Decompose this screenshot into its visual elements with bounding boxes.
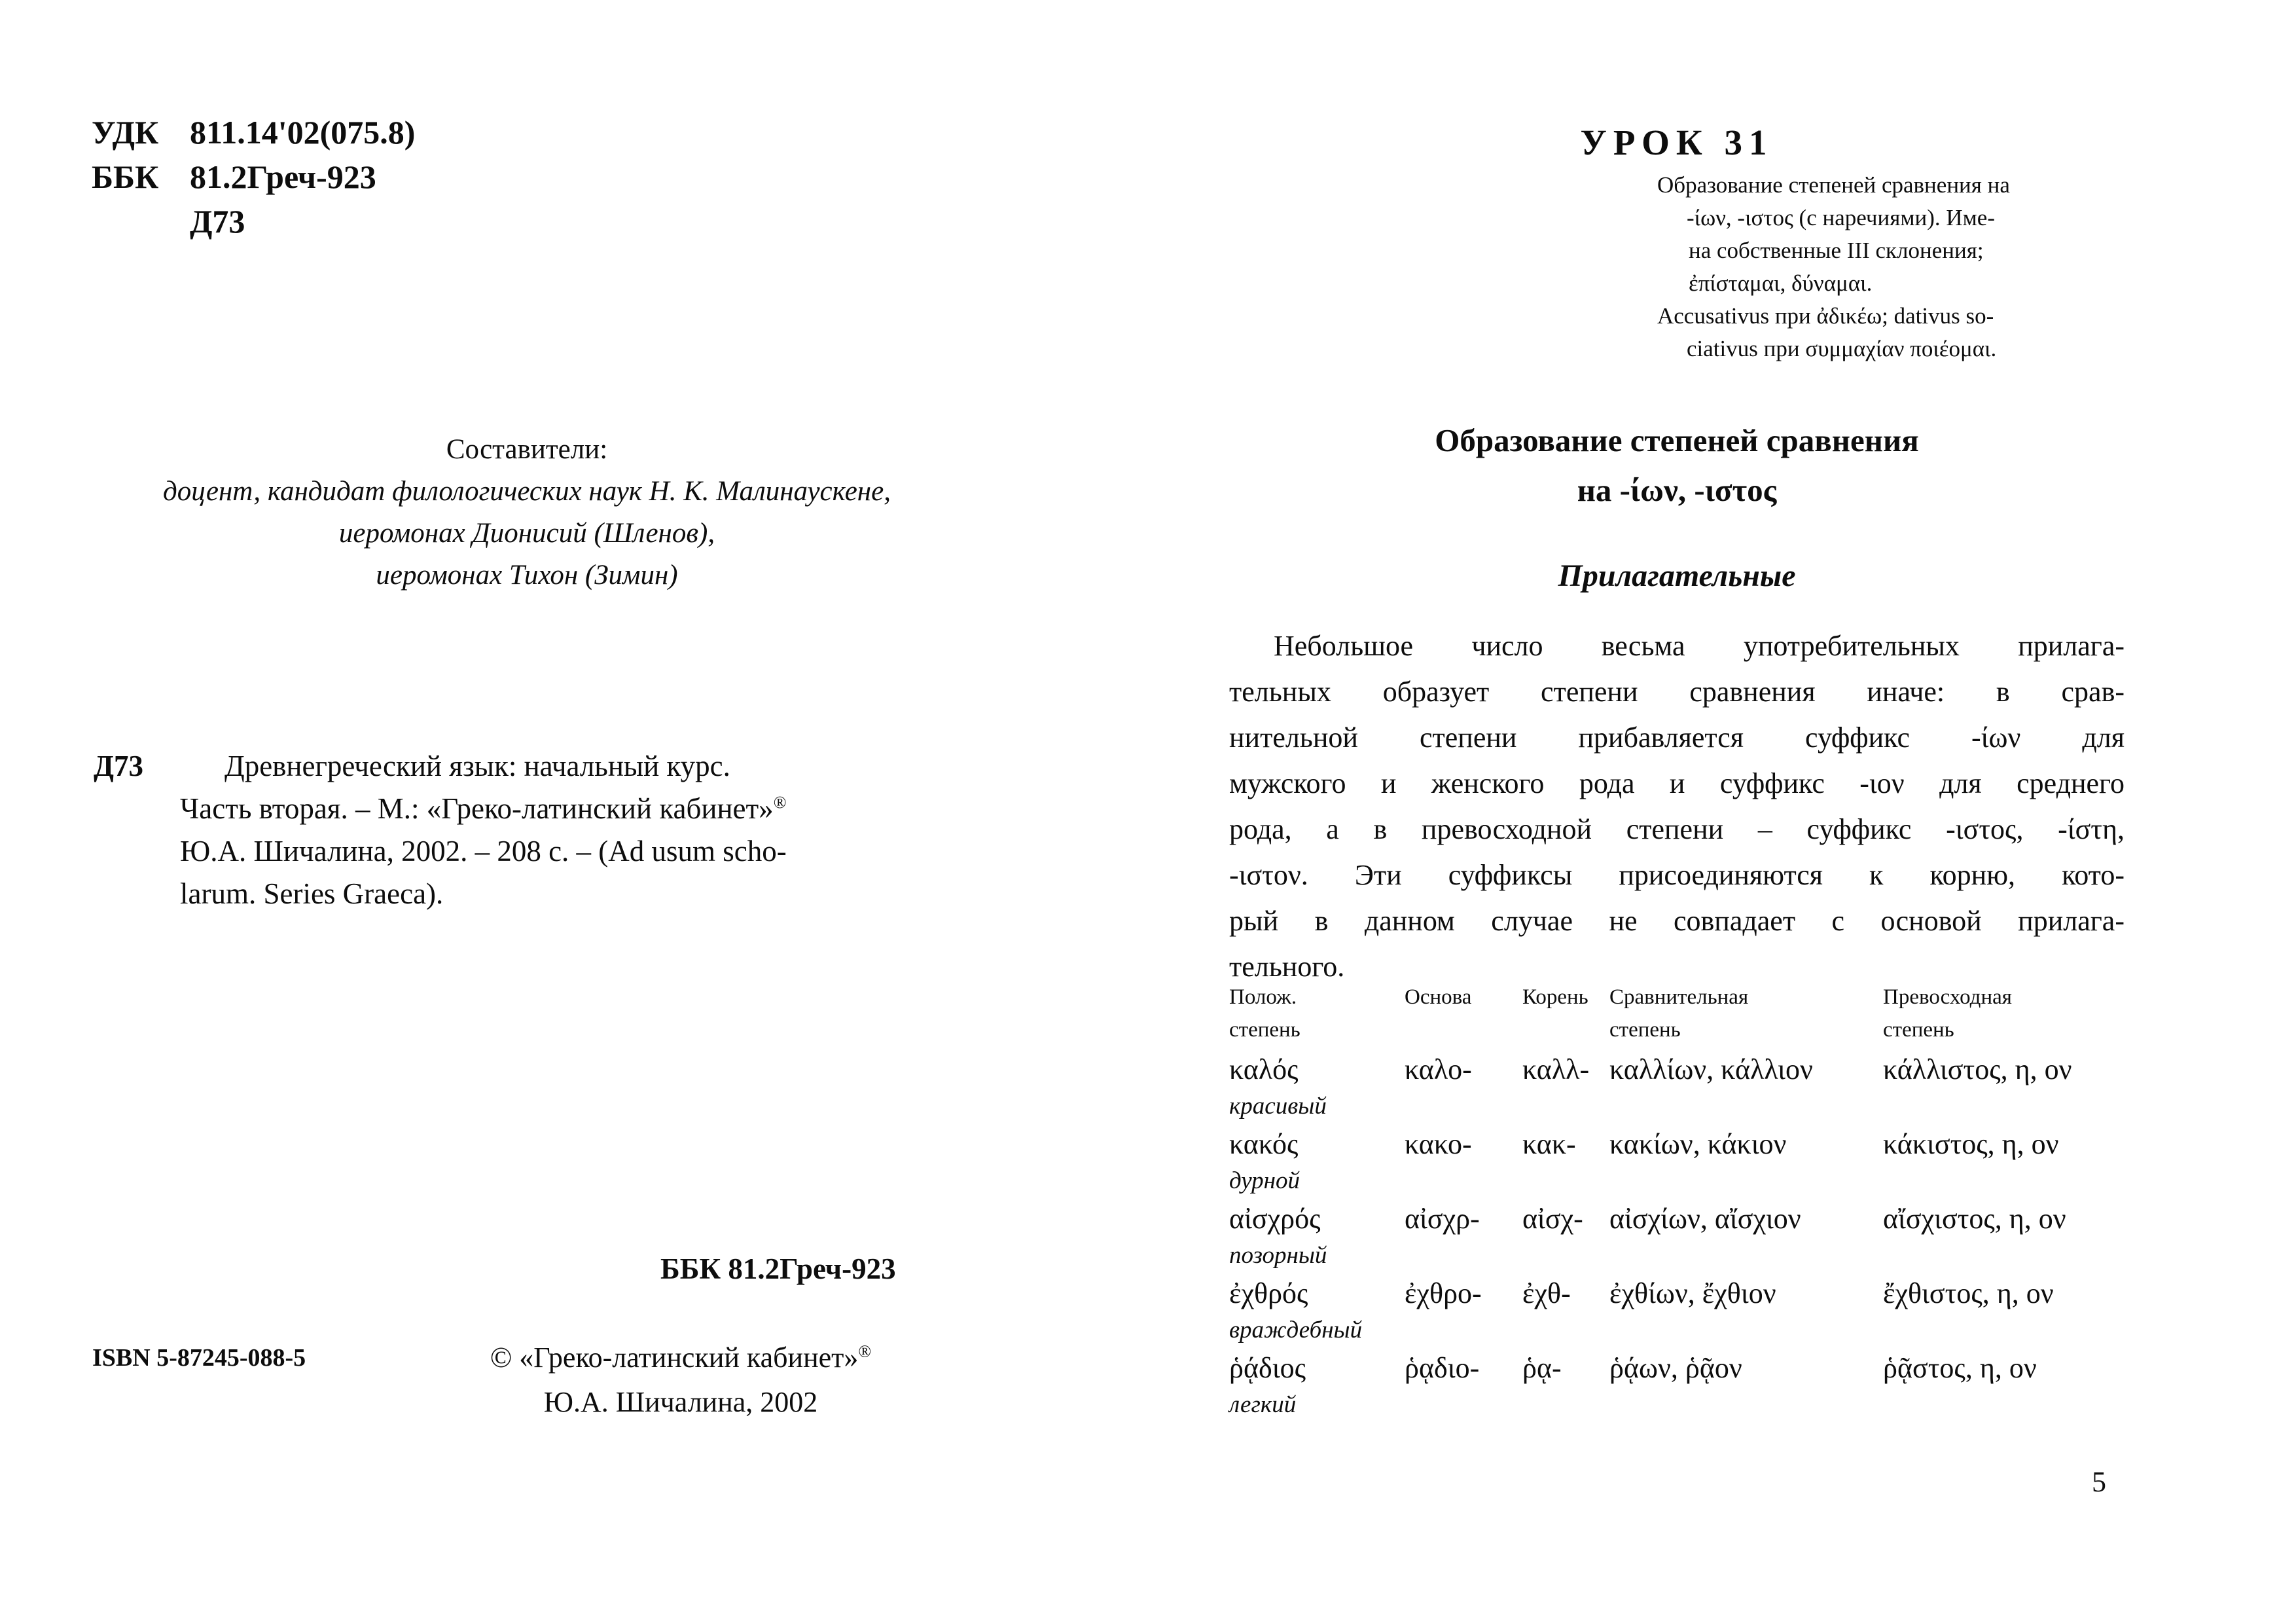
- root-cell: κακ-: [1522, 1128, 1576, 1160]
- positive-cell: ἐχθρός: [1229, 1277, 1308, 1309]
- registered-mark: ®: [773, 793, 787, 812]
- section-heading: [1229, 416, 2125, 515]
- paragraph-line: тельных образует степени сравнения иначе: в срав-: [1229, 676, 2125, 708]
- bbk-line: [92, 155, 415, 199]
- positive-cell: αἰσχρός: [1229, 1203, 1321, 1235]
- table-row: [1229, 1198, 2125, 1273]
- compiler-line: иеромонах Дионисий (Шленов),: [338, 518, 715, 549]
- column-header: Сравнительная степень: [1609, 985, 1749, 1042]
- compilers-block: [124, 429, 929, 596]
- comparative-cell: ἐχθίων, ἔχθιον: [1609, 1277, 1776, 1309]
- root-cell: ῥᾳ-: [1522, 1352, 1562, 1384]
- stem-cell: αἰσχρ-: [1405, 1203, 1480, 1235]
- positive-cell: κακός: [1229, 1128, 1299, 1160]
- superlative-cell: ἔχθιστος, η, ον: [1883, 1277, 2054, 1309]
- comparative-cell: ῥᾴων, ῥᾷον: [1609, 1352, 1742, 1384]
- isbn: ISBN 5-87245-088-5: [92, 1344, 306, 1372]
- compilers-heading: Составители:: [446, 434, 608, 465]
- comparative-cell: καλλίων, κάλλιον: [1609, 1053, 1813, 1085]
- catalog-line: Часть вторая. – М.: «Греко-латинский кабинет»®: [180, 792, 787, 825]
- catalog-text: [180, 745, 892, 915]
- superlative-cell: κάλλιστος, η, ον: [1883, 1053, 2072, 1085]
- catalog-label: Д73: [94, 750, 143, 782]
- translation-cell: легкий: [1229, 1391, 1297, 1418]
- udk-line: [92, 110, 415, 155]
- table-row: [1229, 1123, 2125, 1198]
- summary-line: ciativus при συμμαχίαν ποιέομαι.: [1687, 336, 1997, 361]
- superlative-cell: ῥᾷστος, η, ον: [1883, 1352, 2037, 1384]
- body-paragraph: [1229, 623, 2125, 990]
- superlative-cell: κάκιστος, η, ον: [1883, 1128, 2059, 1160]
- bbk-footer: ББК 81.2Греч-923: [660, 1252, 896, 1285]
- copyright-line: Ю.А. Шичалина, 2002: [543, 1386, 818, 1418]
- column-header: Превосходная степень: [1883, 985, 2012, 1042]
- catalog-line: Древнегреческий язык: начальный курс.: [224, 750, 730, 782]
- summary-line: ἐπίσταμαι, δύναμαι.: [1689, 270, 1873, 296]
- paragraph-line: рода, а в превосходной степени – суффикс -ιστος, -ίστη,: [1229, 813, 2125, 845]
- table-row: [1229, 1049, 2125, 1123]
- author-code: Д73: [190, 203, 245, 240]
- translation-cell: позорный: [1229, 1242, 1327, 1269]
- table-row: [1229, 1273, 2125, 1347]
- catalog-entry: [94, 745, 892, 915]
- column-header: Корень: [1522, 985, 1588, 1009]
- paragraph-line: -ιστον. Эти суффиксы присоединяются к корню, кото-: [1229, 859, 2125, 891]
- summary-line: Accusativus при ἀδικέω; dativus so-: [1657, 303, 1994, 329]
- bbk-label: ББК: [92, 158, 159, 195]
- translation-cell: враждебный: [1229, 1317, 1363, 1343]
- stem-cell: καλο-: [1405, 1053, 1472, 1085]
- summary-line: на собственные III склонения;: [1689, 238, 1984, 263]
- section-heading-line: Образование степеней сравнения: [1435, 422, 1919, 458]
- author-code-line: [92, 199, 415, 244]
- udk-value: 811.14'02(075.8): [190, 114, 416, 151]
- comparative-cell: αἰσχίων, αἴσχιον: [1609, 1203, 1801, 1235]
- summary-line: Образование степеней сравнения на: [1657, 172, 2010, 198]
- summary-line: -ίων, -ιστος (с наречиями). Име-: [1687, 205, 1995, 230]
- udk-label: УДК: [92, 114, 159, 151]
- paragraph-line: рый в данном случае не совпадает с основой прилага-: [1229, 905, 2125, 937]
- compiler-line: доцент, кандидат филологических наук Н. К. Малинаускене,: [163, 476, 891, 507]
- column-header: Полож. степень: [1229, 985, 1300, 1042]
- paragraph-line: тельного.: [1229, 951, 1345, 983]
- root-cell: ἐχθ-: [1522, 1277, 1571, 1309]
- bbk-value: 81.2Греч-923: [190, 158, 376, 195]
- copyright-line: © «Греко-латинский кабинет»®: [490, 1341, 872, 1374]
- copyright-block: [452, 1336, 910, 1425]
- catalog-line: larum. Series Graeca).: [180, 877, 444, 910]
- compiler-line: иеромонах Тихон (Зимин): [376, 560, 678, 591]
- comparative-cell: κακίων, κάκιον: [1609, 1128, 1787, 1160]
- section-heading-line: на -ίων, -ιστος: [1577, 472, 1777, 508]
- stem-cell: κακο-: [1405, 1128, 1472, 1160]
- positive-cell: ῥᾴδιος: [1229, 1352, 1306, 1384]
- root-cell: καλλ-: [1522, 1053, 1590, 1085]
- stem-cell: ῥᾳδιο-: [1405, 1352, 1480, 1384]
- translation-cell: дурной: [1229, 1167, 1300, 1194]
- column-header: Основа: [1405, 985, 1472, 1009]
- paragraph-line: Небольшое число весьма употребительных прилага-: [1274, 630, 2125, 662]
- stem-cell: ἐχθρο-: [1405, 1277, 1482, 1309]
- udk-bbk-block: [92, 110, 415, 244]
- root-cell: αἰσχ-: [1522, 1203, 1583, 1235]
- lesson-title: УРОК 31: [1580, 122, 1774, 162]
- catalog-line: Ю.А. Шичалина, 2002. – 208 с. – (Ad usum scho-: [180, 835, 787, 867]
- superlative-cell: αἴσχιστος, η, ον: [1883, 1203, 2066, 1235]
- paragraph-line: нительной степени прибавляется суффикс -ίων для: [1229, 721, 2125, 754]
- positive-cell: καλός: [1229, 1053, 1299, 1085]
- table-header: [1229, 981, 2125, 1049]
- subsection-heading: Прилагательные: [1558, 558, 1796, 593]
- table-row: [1229, 1347, 2125, 1422]
- lesson-summary: [1657, 169, 2010, 365]
- paragraph-line: мужского и женского рода и суффикс -ιον для среднего: [1229, 767, 2125, 799]
- comparison-table: [1229, 981, 2125, 1422]
- translation-cell: красивый: [1229, 1093, 1327, 1120]
- registered-mark: ®: [858, 1341, 872, 1361]
- page-number: 5: [2092, 1466, 2106, 1498]
